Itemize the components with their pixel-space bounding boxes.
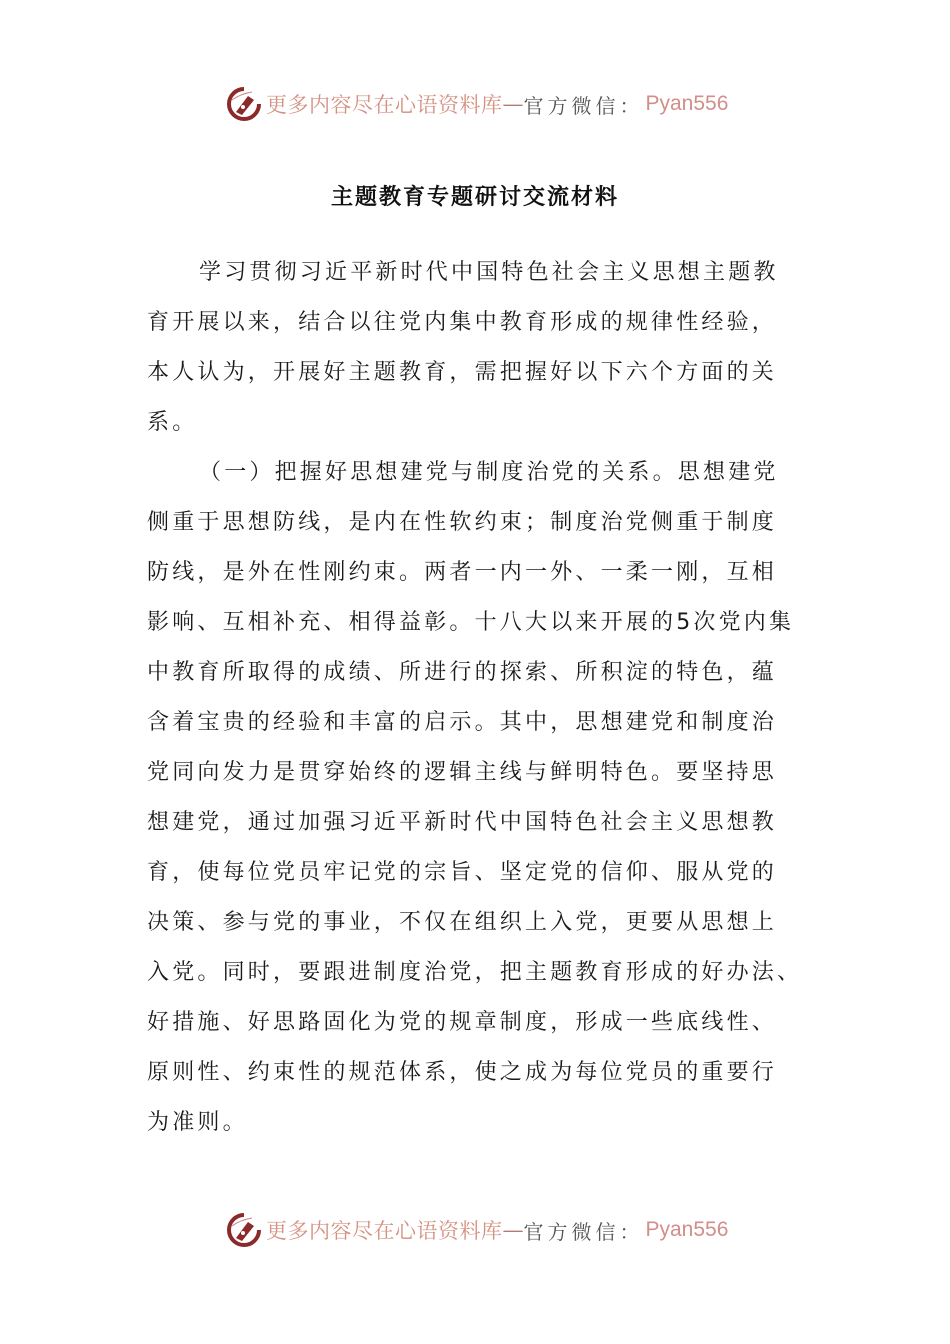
text-line: 防线，是外在性刚约束。两者一内一外、一柔一刚，互相	[147, 560, 778, 585]
footer-watermark-banner	[226, 1210, 728, 1250]
text-line: 好措施、好思路固化为党的规章制度，形成一些底线性、	[147, 1010, 778, 1035]
paragraph-section-1	[147, 448, 807, 1148]
pen-nib-logo-icon	[226, 86, 262, 122]
paragraph-intro	[147, 248, 807, 448]
text-line: 党同向发力是贯穿始终的逻辑主线与鲜明特色。要坚持思	[147, 760, 778, 785]
text-line: 育，使每位党员牢记党的宗旨、坚定党的信仰、服从党的	[147, 860, 778, 885]
text-line: 本人认为，开展好主题教育，需把握好以下六个方面的关	[147, 360, 778, 385]
text-line: 中教育所取得的成绩、所进行的探索、所积淀的特色，蕴	[147, 660, 778, 685]
pen-nib-logo-icon	[226, 1212, 262, 1248]
text-line: 原则性、约束性的规范体系，使之成为每位党员的重要行	[147, 1060, 778, 1085]
banner-dash: —	[502, 92, 524, 116]
document-body	[147, 248, 807, 1148]
banner-dash: —	[502, 1218, 524, 1242]
text-line: 含着宝贵的经验和丰富的启示。其中，思想建党和制度治	[147, 710, 778, 735]
banner-wechat-id: Pyan556	[645, 1218, 729, 1241]
text-line: 学习贯彻习近平新时代中国特色社会主义思想主题教	[199, 260, 779, 285]
header-watermark-banner	[226, 84, 728, 124]
banner-wechat-id: Pyan556	[645, 92, 729, 115]
banner-sub-text: 官方微信：	[523, 93, 644, 118]
text-line: 入党。同时，要跟进制度治党，把主题教育形成的好办法、	[147, 960, 803, 985]
text-line: 育开展以来，结合以往党内集中教育形成的规律性经验，	[147, 310, 778, 335]
document-title: 主题教育专题研讨交流材料	[330, 185, 619, 210]
text-line: 为准则。	[147, 1110, 248, 1135]
banner-main-text: 更多内容尽在心语资料库	[266, 93, 503, 117]
text-line: 想建党，通过加强习近平新时代中国特色社会主义思想教	[147, 810, 778, 835]
text-line: （一）把握好思想建党与制度治党的关系。思想建党	[199, 460, 779, 485]
text-line: 影响、互相补充、相得益彰。十八大以来开展的5次党内集	[147, 610, 795, 635]
text-line: 侧重于思想防线，是内在性软约束；制度治党侧重于制度	[147, 510, 778, 535]
text-line: 系。	[147, 410, 198, 435]
banner-main-text: 更多内容尽在心语资料库	[266, 1219, 503, 1243]
text-line: 决策、参与党的事业，不仅在组织上入党，更要从思想上	[147, 910, 778, 935]
banner-sub-text: 官方微信：	[523, 1219, 644, 1244]
